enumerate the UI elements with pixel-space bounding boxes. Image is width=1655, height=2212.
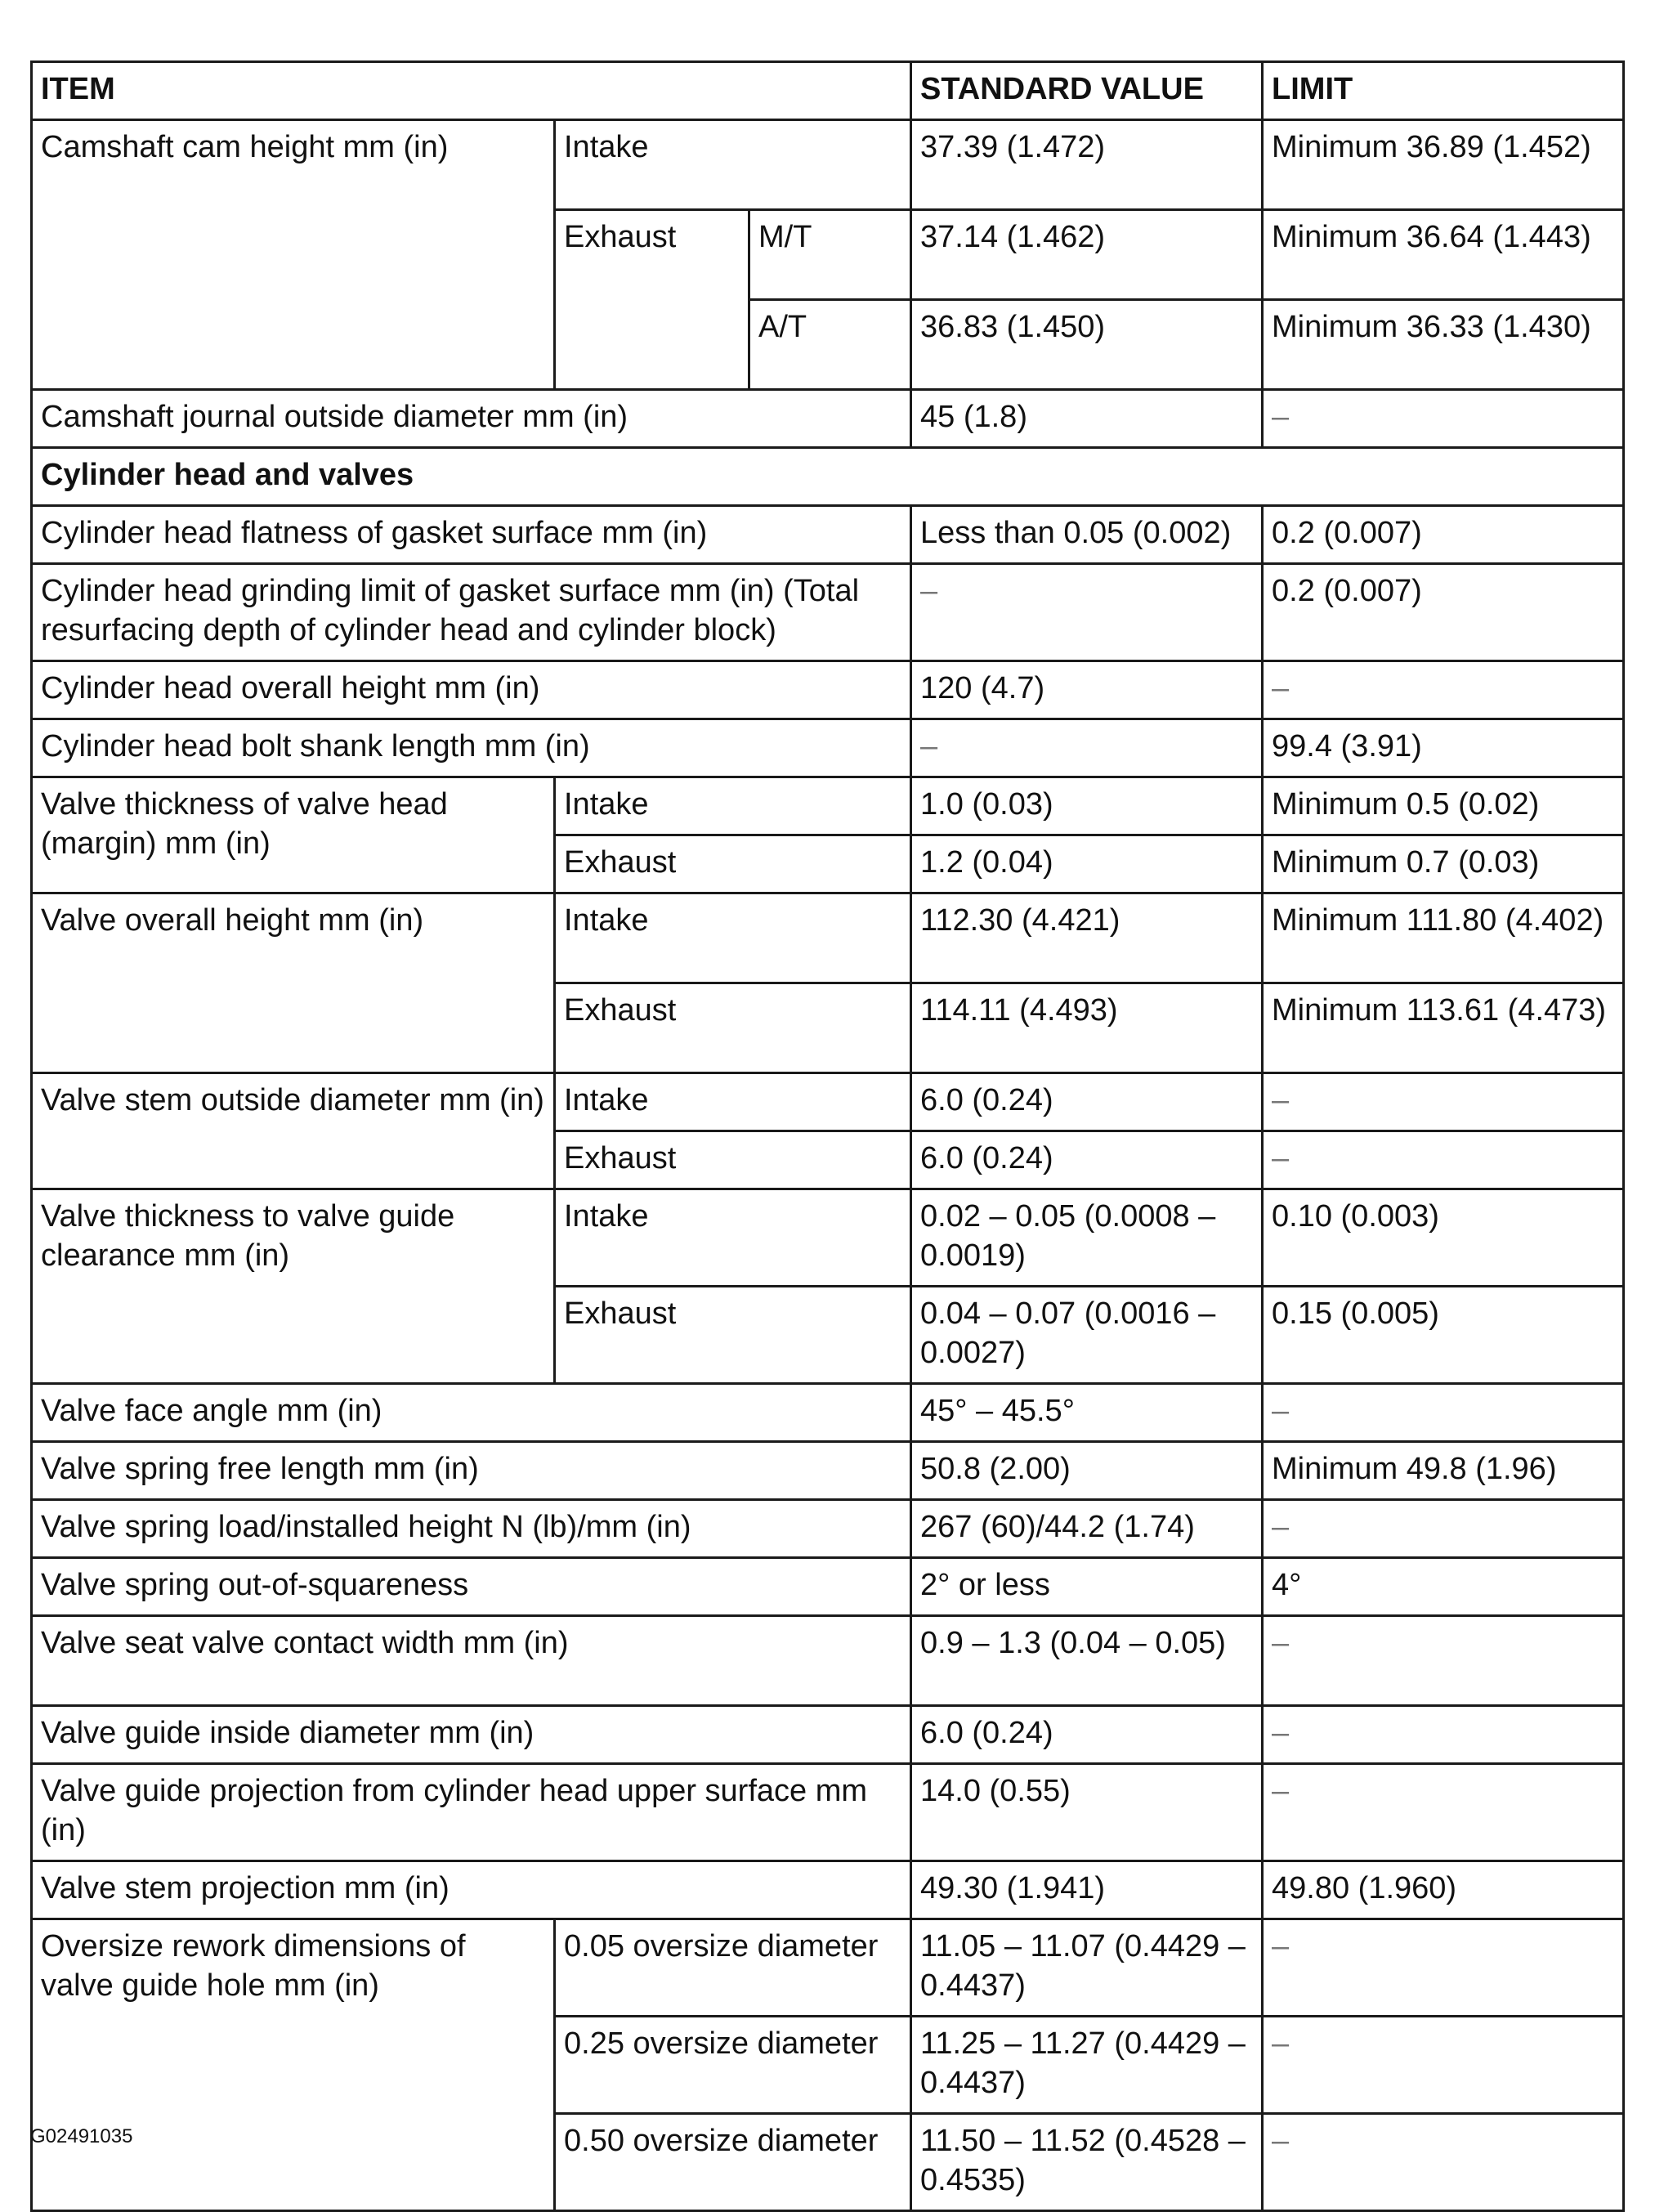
table-row: [32, 1764, 1624, 1861]
row-sub-label: 0.25 oversize diameter: [555, 2017, 911, 2114]
row-sub-sub-label: M/T: [749, 210, 911, 300]
table-row: [32, 506, 1624, 564]
limit-cell: Minimum 49.8 (1.96): [1263, 1442, 1624, 1500]
standard-value-cell: 6.0 (0.24): [911, 1131, 1263, 1189]
standard-value-cell: 114.11 (4.493): [911, 983, 1263, 1073]
limit-cell: –: [1263, 2114, 1624, 2211]
header-item: ITEM: [32, 62, 911, 120]
standard-value-cell: 0.02 – 0.05 (0.0008 – 0.0019): [911, 1189, 1263, 1287]
limit-cell: –: [1263, 1131, 1624, 1189]
row-label: Camshaft journal outside diameter mm (in): [32, 390, 911, 448]
row-sub-label: Exhaust: [555, 983, 911, 1073]
table-row: [32, 1861, 1624, 1919]
limit-cell: 0.10 (0.003): [1263, 1189, 1624, 1287]
row-sub-label: Exhaust: [555, 210, 749, 390]
standard-value-cell: –: [911, 719, 1263, 777]
standard-value-cell: 267 (60)/44.2 (1.74): [911, 1500, 1263, 1558]
limit-cell: –: [1263, 1764, 1624, 1861]
row-label: Cylinder head flatness of gasket surface mm (in): [32, 506, 911, 564]
limit-cell: Minimum 36.64 (1.443): [1263, 210, 1624, 300]
row-sub-sub-label: A/T: [749, 300, 911, 390]
row-sub-label: Intake: [555, 893, 911, 983]
row-sub-label: Exhaust: [555, 1287, 911, 1384]
row-sub-label: Intake: [555, 120, 911, 210]
standard-value-cell: 2° or less: [911, 1558, 1263, 1616]
standard-value-cell: 0.04 – 0.07 (0.0016 – 0.0027): [911, 1287, 1263, 1384]
table-row: [32, 661, 1624, 719]
section-heading: Cylinder head and valves: [32, 448, 1624, 506]
standard-value-cell: 14.0 (0.55): [911, 1764, 1263, 1861]
standard-value-cell: 49.30 (1.941): [911, 1861, 1263, 1919]
table-row: [32, 1616, 1624, 1706]
table-row: [32, 1442, 1624, 1500]
table-header-row: [32, 62, 1624, 120]
table-row: [32, 390, 1624, 448]
limit-cell: 4°: [1263, 1558, 1624, 1616]
standard-value-cell: 45° – 45.5°: [911, 1384, 1263, 1442]
standard-value-cell: Less than 0.05 (0.002): [911, 506, 1263, 564]
table-row: [32, 1706, 1624, 1764]
standard-value-cell: –: [911, 564, 1263, 661]
row-label: Oversize rework dimensions of valve guide hole mm (in): [32, 1919, 555, 2211]
limit-cell: 0.2 (0.007): [1263, 506, 1624, 564]
standard-value-cell: 37.39 (1.472): [911, 120, 1263, 210]
standard-value-cell: 1.0 (0.03): [911, 777, 1263, 835]
table-row: [32, 1558, 1624, 1616]
row-sub-label: 0.05 oversize diameter: [555, 1919, 911, 2017]
table-row: [32, 1073, 1624, 1131]
table-row: [32, 564, 1624, 661]
row-label: Cylinder head grinding limit of gasket surface mm (in) (Total resurfacing depth of cylinder head and cylinder block): [32, 564, 911, 661]
standard-value-cell: 11.05 – 11.07 (0.4429 – 0.4437): [911, 1919, 1263, 2017]
table-row: [32, 1384, 1624, 1442]
header-standard-value: STANDARD VALUE: [911, 62, 1263, 120]
table-row: [32, 1189, 1624, 1287]
row-label: Valve stem outside diameter mm (in): [32, 1073, 555, 1189]
table-row: [32, 1919, 1624, 2017]
row-label: Valve guide projection from cylinder head upper surface mm (in): [32, 1764, 911, 1861]
standard-value-cell: 11.25 – 11.27 (0.4429 – 0.4437): [911, 2017, 1263, 2114]
table-row: [32, 893, 1624, 983]
table-row: [32, 719, 1624, 777]
section-row: [32, 448, 1624, 506]
limit-cell: Minimum 113.61 (4.473): [1263, 983, 1624, 1073]
standard-value-cell: 11.50 – 11.52 (0.4528 – 0.4535): [911, 2114, 1263, 2211]
row-label: Cylinder head overall height mm (in): [32, 661, 911, 719]
limit-cell: Minimum 0.5 (0.02): [1263, 777, 1624, 835]
row-label: Valve guide inside diameter mm (in): [32, 1706, 911, 1764]
row-label: Valve seat valve contact width mm (in): [32, 1616, 911, 1706]
standard-value-cell: 6.0 (0.24): [911, 1706, 1263, 1764]
row-sub-label: 0.50 oversize diameter: [555, 2114, 911, 2211]
row-label: Valve overall height mm (in): [32, 893, 555, 1073]
standard-value-cell: 36.83 (1.450): [911, 300, 1263, 390]
limit-cell: –: [1263, 661, 1624, 719]
standard-value-cell: 120 (4.7): [911, 661, 1263, 719]
table-row: [32, 1500, 1624, 1558]
limit-cell: 49.80 (1.960): [1263, 1861, 1624, 1919]
standard-value-cell: 37.14 (1.462): [911, 210, 1263, 300]
standard-value-cell: 0.9 – 1.3 (0.04 – 0.05): [911, 1616, 1263, 1706]
specification-table: [30, 60, 1625, 2212]
row-sub-label: Exhaust: [555, 1131, 911, 1189]
limit-cell: 0.2 (0.007): [1263, 564, 1624, 661]
limit-cell: –: [1263, 1500, 1624, 1558]
limit-cell: –: [1263, 390, 1624, 448]
limit-cell: –: [1263, 2017, 1624, 2114]
limit-cell: –: [1263, 1384, 1624, 1442]
limit-cell: Minimum 0.7 (0.03): [1263, 835, 1624, 893]
row-label: Valve thickness to valve guide clearance mm (in): [32, 1189, 555, 1384]
row-label: Camshaft cam height mm (in): [32, 120, 555, 390]
limit-cell: 0.15 (0.005): [1263, 1287, 1624, 1384]
limit-cell: Minimum 36.89 (1.452): [1263, 120, 1624, 210]
table-row: [32, 777, 1624, 835]
row-label: Cylinder head bolt shank length mm (in): [32, 719, 911, 777]
limit-cell: Minimum 36.33 (1.430): [1263, 300, 1624, 390]
limit-cell: 99.4 (3.91): [1263, 719, 1624, 777]
row-label: Valve face angle mm (in): [32, 1384, 911, 1442]
limit-cell: –: [1263, 1706, 1624, 1764]
row-label: Valve thickness of valve head (margin) mm (in): [32, 777, 555, 893]
row-sub-label: Intake: [555, 1073, 911, 1131]
standard-value-cell: 6.0 (0.24): [911, 1073, 1263, 1131]
limit-cell: Minimum 111.80 (4.402): [1263, 893, 1624, 983]
standard-value-cell: 1.2 (0.04): [911, 835, 1263, 893]
header-limit: LIMIT: [1263, 62, 1624, 120]
row-label: Valve spring free length mm (in): [32, 1442, 911, 1500]
limit-cell: –: [1263, 1919, 1624, 2017]
row-label: Valve stem projection mm (in): [32, 1861, 911, 1919]
row-sub-label: Intake: [555, 1189, 911, 1287]
row-sub-label: Intake: [555, 777, 911, 835]
limit-cell: –: [1263, 1073, 1624, 1131]
row-label: Valve spring out-of-squareness: [32, 1558, 911, 1616]
standard-value-cell: 112.30 (4.421): [911, 893, 1263, 983]
figure-code: G02491035: [30, 2125, 133, 2147]
limit-cell: –: [1263, 1616, 1624, 1706]
row-label: Valve spring load/installed height N (lb)/mm (in): [32, 1500, 911, 1558]
table-row: [32, 120, 1624, 210]
standard-value-cell: 45 (1.8): [911, 390, 1263, 448]
row-sub-label: Exhaust: [555, 835, 911, 893]
standard-value-cell: 50.8 (2.00): [911, 1442, 1263, 1500]
